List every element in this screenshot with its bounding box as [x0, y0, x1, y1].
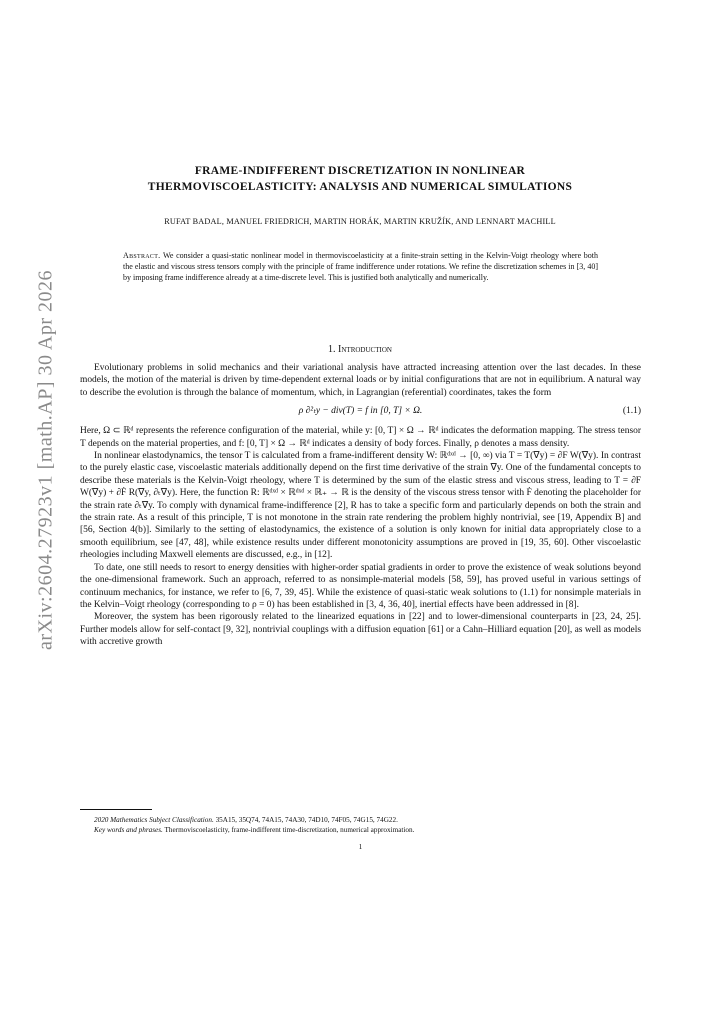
abstract-label: Abstract.: [123, 251, 161, 260]
paragraph-1: Evolutionary problems in solid mechanics and their variational analysis have attracted increasing attention over the last decades. In these models, the motion of the material is driven by time-dependent external loads or by initial configurations that are not in equilibrium. A natural way to describe the evolution is through the balance of momentum, which, in Lagrangian (referential) coordinates, takes the form: [80, 363, 641, 398]
equation-number: (1.1): [622, 406, 641, 417]
paper-title: [80, 163, 640, 195]
keywords-text: Thermoviscoelasticity, frame-indifferent time-discretization, numerical approximation.: [164, 826, 415, 834]
arxiv-sidebar: [26, 270, 66, 650]
body-text: [80, 362, 641, 649]
abstract: [123, 250, 598, 283]
msc-codes: 35A15, 35Q74, 74A15, 74A30, 74D10, 74F05, 74G15, 74G22.: [215, 816, 398, 824]
paragraph-4: To date, one still needs to resort to energy densities with higher-order spatial gradients in order to prove the existence of weak solutions beyond the one-dimensional framework. Such an approach, referred to as nonsimple-material models [58, 59], has proved useful in various settings of continuum mechanics, for instance, we refer to [6, 7, 39, 45]. While the existence of quasi-static weak solutions to (1.1) for nonsimple materials in the Kelvin–Voigt rheology (corresponding to ρ = 0) has been established in [3, 4, 36, 40], inertial effects have been addressed in [8].: [80, 562, 641, 610]
keywords-footnote: [80, 825, 641, 835]
abstract-text: We consider a quasi-static nonlinear model in thermoviscoelasticity at a finite-strain setting in the Kelvin-Voigt rheology where both the elastic and viscous stress tensors comply with the principle of frame indifference under rotations. We refine the discretization schemes in [3, 40] by imposing frame indifference already at a time-discrete level. This is justified both analytically and numerically.: [123, 251, 598, 282]
msc-label: 2020 Mathematics Subject Classification.: [94, 816, 214, 824]
author-list: RUFAT BADAL, MANUEL FRIEDRICH, MARTIN HORÁK, MARTIN KRUŽÍK, AND LENNART MACHILL: [164, 217, 556, 226]
paragraph-3: In nonlinear elastodynamics, the tensor T is calculated from a frame-indifferent density W: ℝᵈˣᵈ → [0, ∞) via T = T(∇y) = ∂F W(∇y). In contrast to the purely elastic case, viscoelastic materials additionally depend on the first time derivative of the strain ∇y. One of the fundamental concepts to describe these materials is the Kelvin-Voigt rheology, where T is determined by the sum of the elastic stress and viscous stress, leading to T = ∂F W(∇y) + ∂Ḟ R(∇y, ∂ₜ∇y). Here, the function R: ℝᵈˣᵈ × ℝᵈˣᵈ × ℝ₊ → ℝ is the density of the viscous stress tensor with Ḟ denoting the placeholder for the strain rate ∂ₜ∇y. To comply with dynamical frame-indifference [2], R has to take a specific form and particularly depends on both the strain and the strain rate. As a result of this principle, T is not monotone in the strain rate rendering the problem highly nontrivial, see [19, Appendix B] and [56, Section 4(b)]. Similarly to the setting of elastodynamics, the existence of a solution is only known for initial data appropriately close to a smooth equilibrium, see [47, 48], while existence results under different monotonicity assumptions are proved in [19, 35, 60]. Other viscoelastic rheologies including Maxwell elements are discussed, e.g., in [12].: [80, 451, 641, 561]
paragraph-5: Moreover, the system has been rigorously related to the linearized equations in [22] and to lower-dimensional counterparts in [23, 24, 25]. Further models allow for self-contact [9, 32], nontrivial couplings with a diffusion equation [61] or a Cahn–Hilliard equation [20], as well as models with accretive growth: [80, 612, 641, 648]
section-heading: [80, 344, 640, 355]
msc-footnote: [80, 815, 641, 825]
title-line-2: THERMOVISCOELASTICITY: ANALYSIS AND NUMERICAL SIMULATIONS: [147, 181, 573, 193]
equation-1-1: [80, 400, 641, 424]
footnotes: [80, 815, 641, 835]
arxiv-identifier: arXiv:2604.27923v1 [math.AP] 30 Apr 2026: [34, 270, 57, 650]
footnote-rule: [80, 809, 152, 810]
page-number: 1: [358, 842, 363, 851]
section-number: 1.: [328, 344, 336, 355]
keywords-label: Key words and phrases.: [94, 826, 163, 834]
paragraph-2: Here, Ω ⊂ ℝᵈ represents the reference configuration of the material, while y: [0, T] × Ω → ℝᵈ indicates the deformation mapping. The stress tensor T depends on the material properties, and f: [0, T] × Ω → ℝᵈ indicates a density of body forces. Finally, ρ denotes a mass density.: [80, 426, 641, 449]
title-line-1: FRAME-INDIFFERENT DISCRETIZATION IN NONLINEAR: [194, 165, 526, 177]
equation-content: ρ ∂²ₜy − div(T) = f in [0, T] × Ω.: [298, 406, 423, 417]
section-title-text: Introduction: [338, 344, 392, 355]
